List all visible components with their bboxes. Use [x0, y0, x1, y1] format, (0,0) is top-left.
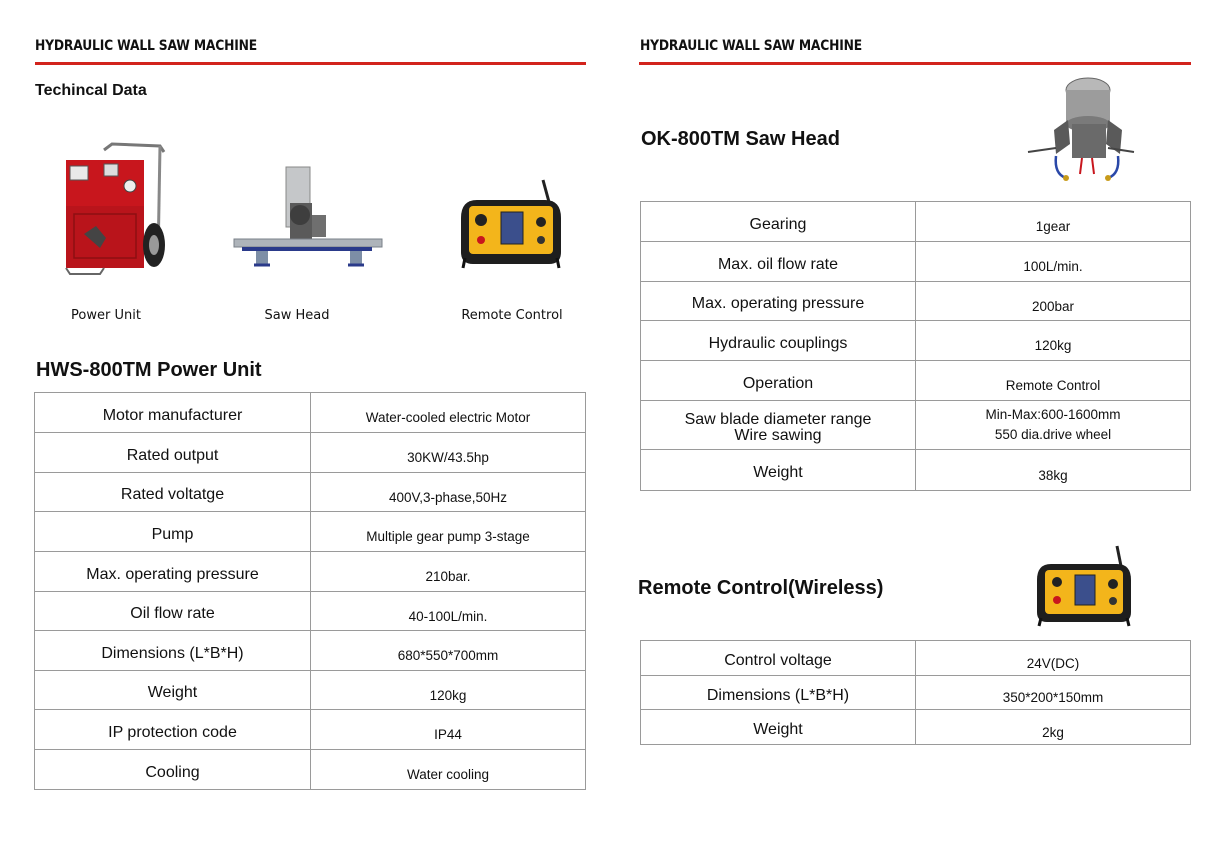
technical-data-subtitle: Techincal Data [35, 82, 147, 99]
saw-head-spec-table [640, 201, 1191, 491]
table-row [641, 242, 1191, 282]
remote-control-section-title: Remote Control(Wireless) [638, 577, 884, 599]
spec-value: IP44 [311, 710, 586, 750]
spec-label: IP protection code [35, 710, 311, 750]
spec-value: 100L/min. [916, 242, 1191, 282]
spec-label-line-2: Wire sawing [734, 427, 822, 444]
power-unit-spec-table [34, 392, 586, 790]
right-header-rule [639, 62, 1191, 65]
spec-label: Cooling [35, 750, 311, 790]
spec-value: 24V(DC) [916, 641, 1191, 676]
spec-label: Weight [641, 450, 916, 491]
remote-control-photo [1033, 544, 1135, 628]
spec-label: Control voltage [641, 641, 916, 676]
saw-head-section-title: OK-800TM Saw Head [641, 128, 840, 150]
power-unit-caption: Power Unit [71, 308, 141, 323]
table-row [641, 641, 1191, 676]
saw-head-caption: Saw Head [264, 308, 330, 323]
power-unit-image [60, 140, 175, 275]
spec-label: Operation [641, 361, 916, 401]
table-row [35, 433, 586, 473]
table-row [641, 282, 1191, 321]
spec-label: Rated voltatge [35, 473, 311, 512]
table-row [35, 592, 586, 631]
spec-value: 30KW/43.5hp [311, 433, 586, 473]
table-row [35, 512, 586, 552]
table-row [641, 361, 1191, 401]
spec-value [916, 401, 1191, 450]
spec-label-line-1: Saw blade diameter range [684, 411, 872, 428]
remote-control-caption: Remote Control [461, 308, 563, 323]
spec-label: Max. oil flow rate [641, 242, 916, 282]
spec-value-line-1: Min-Max:600-1600mm [985, 407, 1121, 422]
spec-label: Oil flow rate [35, 592, 311, 631]
spec-value: 1gear [916, 202, 1191, 242]
spec-value: Water cooling [311, 750, 586, 790]
table-row [35, 750, 586, 790]
remote-control-image [455, 178, 567, 270]
spec-label: Weight [35, 671, 311, 710]
spec-value: 40-100L/min. [311, 592, 586, 631]
spec-value: Water-cooled electric Motor [311, 393, 586, 433]
spec-label: Dimensions (L*B*H) [641, 676, 916, 710]
spec-value: 2kg [916, 710, 1191, 745]
spec-value-line-2: 550 dia.drive wheel [994, 427, 1112, 442]
spec-label: Max. operating pressure [35, 552, 311, 592]
saw-head-image [232, 165, 384, 271]
spec-label: Gearing [641, 202, 916, 242]
saw-head-photo [1026, 74, 1136, 186]
spec-value: 400V,3-phase,50Hz [311, 473, 586, 512]
table-row [35, 671, 586, 710]
right-page-header: HYDRAULIC WALL SAW MACHINE [640, 38, 863, 54]
table-row [35, 710, 586, 750]
table-row [641, 202, 1191, 242]
spec-value: Multiple gear pump 3-stage [311, 512, 586, 552]
spec-value: 120kg [916, 321, 1191, 361]
spec-value: 350*200*150mm [916, 676, 1191, 710]
table-row [641, 676, 1191, 710]
spec-value: 200bar [916, 282, 1191, 321]
remote-control-spec-table [640, 640, 1191, 745]
left-header-rule [35, 62, 586, 65]
spec-label: Rated output [35, 433, 311, 473]
left-page-header: HYDRAULIC WALL SAW MACHINE [35, 38, 258, 54]
spec-value: 680*550*700mm [311, 631, 586, 671]
table-row [641, 710, 1191, 745]
spec-value: 120kg [311, 671, 586, 710]
spec-label: Pump [35, 512, 311, 552]
table-row [35, 631, 586, 671]
table-row [35, 473, 586, 512]
spec-label: Max. operating pressure [641, 282, 916, 321]
table-row [35, 393, 586, 433]
table-row [641, 321, 1191, 361]
spec-value: 38kg [916, 450, 1191, 491]
table-row [641, 401, 1191, 450]
spec-label [641, 401, 916, 450]
power-unit-section-title: HWS-800TM Power Unit [36, 359, 262, 381]
spec-value: 210bar. [311, 552, 586, 592]
table-row [641, 450, 1191, 491]
spec-label: Hydraulic couplings [641, 321, 916, 361]
spec-value: Remote Control [916, 361, 1191, 401]
spec-label: Dimensions (L*B*H) [35, 631, 311, 671]
spec-label: Weight [641, 710, 916, 745]
spec-label: Motor manufacturer [35, 393, 311, 433]
table-row [35, 552, 586, 592]
